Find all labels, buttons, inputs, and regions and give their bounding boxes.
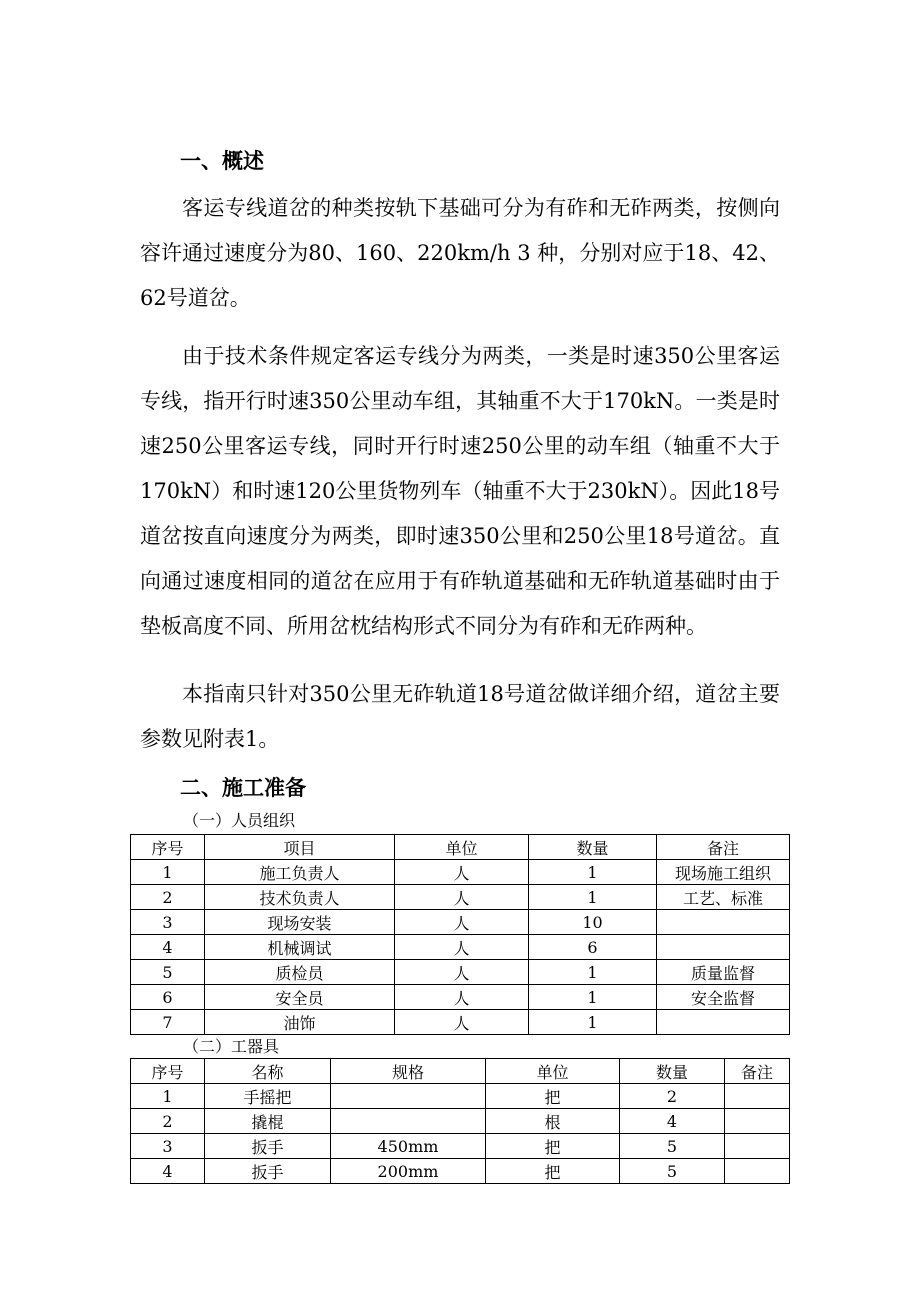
table-cell: 3 xyxy=(131,1134,205,1159)
column-header: 项目 xyxy=(205,835,395,860)
table-header-row xyxy=(131,835,790,860)
column-header: 规格 xyxy=(331,1059,486,1084)
table-row xyxy=(131,985,790,1010)
table-cell: 1 xyxy=(529,1010,657,1035)
table-cell: 1 xyxy=(131,1084,205,1109)
table-cell: 人 xyxy=(395,885,529,910)
table-row xyxy=(131,1134,790,1159)
table-cell: 7 xyxy=(131,1010,205,1035)
table-cell xyxy=(725,1134,790,1159)
column-header: 单位 xyxy=(395,835,529,860)
table-cell: 安全员 xyxy=(205,985,395,1010)
tools-table-caption: （二）工器具 xyxy=(183,1037,280,1056)
column-header: 单位 xyxy=(486,1059,620,1084)
table-cell: 现场安装 xyxy=(205,910,395,935)
table-cell xyxy=(725,1084,790,1109)
table-row xyxy=(131,860,790,885)
table-cell xyxy=(725,1159,790,1184)
table-row xyxy=(131,1159,790,1184)
table-row xyxy=(131,1109,790,1134)
table-cell: 根 xyxy=(486,1109,620,1134)
table-cell: 3 xyxy=(131,910,205,935)
column-header: 名称 xyxy=(205,1059,331,1084)
table-cell: 1 xyxy=(529,860,657,885)
table-cell: 质检员 xyxy=(205,960,395,985)
table-cell: 扳手 xyxy=(205,1159,331,1184)
section-title-preparation: 二、施工准备 xyxy=(180,775,306,800)
table-cell: 人 xyxy=(395,985,529,1010)
table-row xyxy=(131,910,790,935)
table-row xyxy=(131,1010,790,1035)
table-cell: 2 xyxy=(620,1084,725,1109)
table-cell: 5 xyxy=(131,960,205,985)
table-cell xyxy=(725,1109,790,1134)
table-cell: 2 xyxy=(131,1109,205,1134)
table-cell: 工艺、标准 xyxy=(657,885,790,910)
table-cell: 把 xyxy=(486,1159,620,1184)
table-cell: 把 xyxy=(486,1134,620,1159)
table-cell xyxy=(657,1010,790,1035)
table-cell: 6 xyxy=(131,985,205,1010)
tools-table xyxy=(130,1058,790,1184)
table-cell: 人 xyxy=(395,910,529,935)
table-cell: 质量监督 xyxy=(657,960,790,985)
table-row xyxy=(131,1084,790,1109)
table-cell: 4 xyxy=(131,1159,205,1184)
column-header: 备注 xyxy=(657,835,790,860)
table-cell: 安全监督 xyxy=(657,985,790,1010)
column-header: 序号 xyxy=(131,835,205,860)
table-cell xyxy=(657,910,790,935)
table-cell: 1 xyxy=(131,860,205,885)
table-cell: 把 xyxy=(486,1084,620,1109)
table-cell: 扳手 xyxy=(205,1134,331,1159)
table-cell: 5 xyxy=(620,1159,725,1184)
table-cell: 技术负责人 xyxy=(205,885,395,910)
table-cell: 5 xyxy=(620,1134,725,1159)
column-header: 数量 xyxy=(620,1059,725,1084)
table-cell: 1 xyxy=(529,960,657,985)
column-header: 备注 xyxy=(725,1059,790,1084)
table-cell: 1 xyxy=(529,985,657,1010)
table-cell xyxy=(657,935,790,960)
table-cell: 450mm xyxy=(331,1134,486,1159)
table-cell: 10 xyxy=(529,910,657,935)
table-cell: 人 xyxy=(395,1010,529,1035)
table-cell: 4 xyxy=(620,1109,725,1134)
table-cell: 油饰 xyxy=(205,1010,395,1035)
table-row xyxy=(131,960,790,985)
table-cell xyxy=(331,1084,486,1109)
table-cell: 施工负责人 xyxy=(205,860,395,885)
table-cell: 200mm xyxy=(331,1159,486,1184)
table-cell: 撬棍 xyxy=(205,1109,331,1134)
table-cell: 6 xyxy=(529,935,657,960)
table-cell: 2 xyxy=(131,885,205,910)
staff-table xyxy=(130,834,790,1035)
table-row xyxy=(131,935,790,960)
table-cell: 4 xyxy=(131,935,205,960)
table-cell: 人 xyxy=(395,935,529,960)
table-cell xyxy=(331,1109,486,1134)
staff-table-caption: （一）人员组织 xyxy=(183,811,296,830)
table-cell: 人 xyxy=(395,860,529,885)
paragraph: 本指南只针对350公里无砟轨道18号道岔做详细介绍，道岔主要参数见附表1。 xyxy=(140,682,780,751)
table-header-row xyxy=(131,1059,790,1084)
table-row xyxy=(131,885,790,910)
table-cell: 现场施工组织 xyxy=(657,860,790,885)
table-cell: 手摇把 xyxy=(205,1084,331,1109)
paragraph: 客运专线道岔的种类按轨下基础可分为有砟和无砟两类，按侧向容许通过速度分为80、160、220km/h 3 种，分别对应于18、42、62号道岔。 xyxy=(140,196,780,310)
table-cell: 人 xyxy=(395,960,529,985)
section-title-overview: 一、概述 xyxy=(180,148,264,173)
paragraph: 由于技术条件规定客运专线分为两类，一类是时速350公里客运专线，指开行时速350公里动车组，其轴重不大于170kN。一类是时速250公里客运专线，同时开行时速250公里的动车组（轴重不大于170kN）和时速120公里货物列车（轴重不大于230kN）。因此18号道岔按直向速度分为两类，即时速350公里和250公里18号道岔。直向通过速度相同的道岔在应用于有砟轨道基础和无砟轨道基础时由于垫板高度不同、所用岔枕结构形式不同分为有砟和无砟两种。 xyxy=(140,344,780,638)
column-header: 数量 xyxy=(529,835,657,860)
table-cell: 1 xyxy=(529,885,657,910)
column-header: 序号 xyxy=(131,1059,205,1084)
table-cell: 机械调试 xyxy=(205,935,395,960)
